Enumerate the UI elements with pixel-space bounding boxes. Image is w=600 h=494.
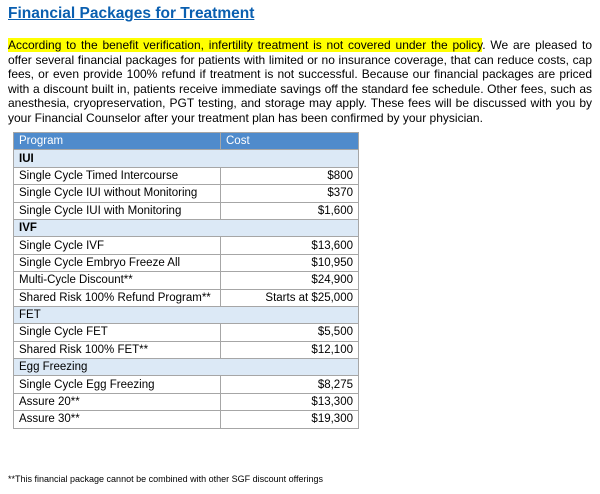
cost-cell: $5,500 (221, 324, 359, 341)
page-title: Financial Packages for Treatment (8, 5, 255, 22)
cost-cell: $8,275 (221, 376, 359, 393)
cost-cell: $24,900 (221, 272, 359, 289)
program-cell: Single Cycle Egg Freezing (14, 376, 221, 393)
section-label: FET (14, 306, 359, 323)
section-row-iui (14, 150, 359, 167)
program-cell: Shared Risk 100% FET** (14, 341, 221, 358)
cost-cell: $800 (221, 167, 359, 184)
table-row (14, 272, 359, 289)
program-cell: Single Cycle Embryo Freeze All (14, 254, 221, 271)
highlighted-text: According to the benefit verification, infertility treatment is not covered under the policy (8, 38, 483, 52)
program-cell: Single Cycle IUI without Monitoring (14, 185, 221, 202)
program-cell: Single Cycle FET (14, 324, 221, 341)
table-row (14, 185, 359, 202)
cost-cell: $13,600 (221, 237, 359, 254)
table-row (14, 289, 359, 306)
section-row-fet (14, 306, 359, 323)
program-cell: Assure 20** (14, 393, 221, 410)
cost-cell: $19,300 (221, 411, 359, 428)
program-cell: Multi-Cycle Discount** (14, 272, 221, 289)
header-program: Program (14, 133, 221, 150)
table-row (14, 411, 359, 428)
program-cell: Single Cycle Timed Intercourse (14, 167, 221, 184)
cost-cell: Starts at $25,000 (221, 289, 359, 306)
table-row (14, 393, 359, 410)
cost-cell: $12,100 (221, 341, 359, 358)
table-row (14, 254, 359, 271)
section-label: IUI (14, 150, 359, 167)
footnote: **This financial package cannot be combined with other SGF discount offerings (8, 474, 324, 484)
section-row-egg-freezing (14, 359, 359, 376)
table-row (14, 341, 359, 358)
section-label: Egg Freezing (14, 359, 359, 376)
program-cell: Single Cycle IVF (14, 237, 221, 254)
intro-text: . We are pleased to offer several financial packages for patients with limited or no insurance coverage, that can reduce costs, cap fees, or even provide 100% refund if treatment is not successful. Because our financial packages are priced with a discount built in, patients receive immediate savings off the standard fee schedule. Other fees, such as anesthesia, cryopreservation, PGT testing, and storage may apply. These fees will be discussed with you by your Financial Counselor after your treatment plan has been confirmed by your physician. (8, 38, 592, 125)
table-row (14, 202, 359, 219)
cost-cell: $370 (221, 185, 359, 202)
program-cell: Single Cycle IUI with Monitoring (14, 202, 221, 219)
table-row (14, 324, 359, 341)
section-row-ivf (14, 219, 359, 236)
table-row (14, 167, 359, 184)
cost-cell: $10,950 (221, 254, 359, 271)
cost-cell: $13,300 (221, 393, 359, 410)
table-row (14, 376, 359, 393)
pricing-table (13, 132, 359, 429)
intro-paragraph (8, 38, 592, 126)
section-label: IVF (14, 219, 359, 236)
header-cost: Cost (221, 133, 359, 150)
table-row (14, 237, 359, 254)
table-header-row (14, 133, 359, 150)
program-cell: Shared Risk 100% Refund Program** (14, 289, 221, 306)
program-cell: Assure 30** (14, 411, 221, 428)
cost-cell: $1,600 (221, 202, 359, 219)
